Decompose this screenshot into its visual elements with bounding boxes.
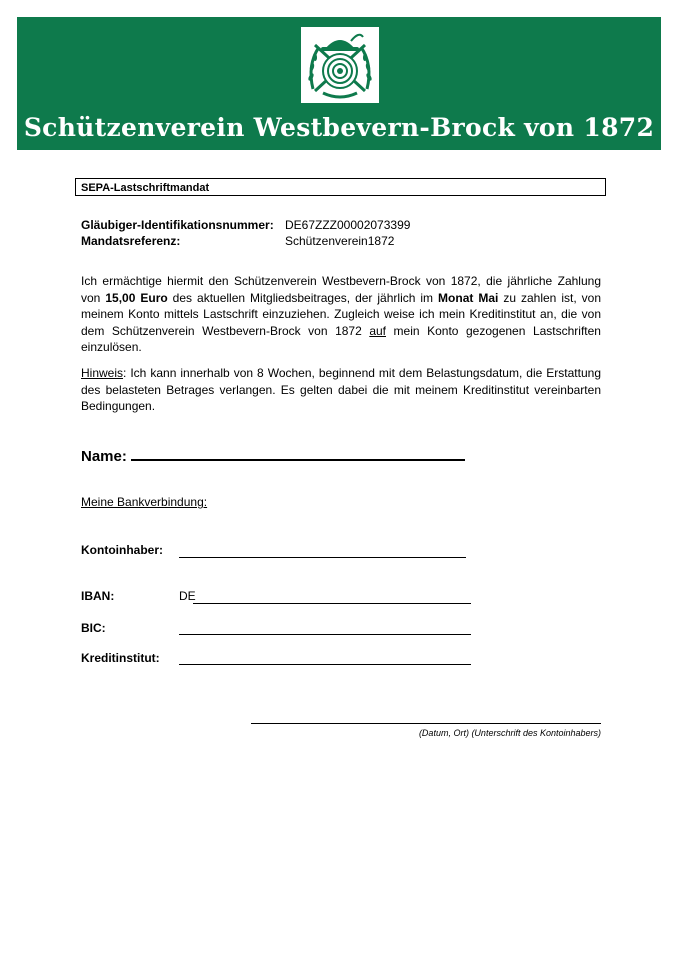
creditor-id-value: DE67ZZZ00002073399	[285, 218, 411, 232]
iban-label: IBAN:	[81, 589, 115, 603]
bic-label: BIC:	[81, 621, 106, 635]
authorization-paragraph	[81, 273, 601, 356]
bank-input-line[interactable]	[179, 664, 471, 665]
authorization-text-4: mein Konto gezogenen Lastschriften einzulösen.	[81, 323, 601, 354]
amount-text: 15,00 Euro	[105, 290, 168, 305]
signature-caption: (Datum, Ort) (Unterschrift des Kontoinhabers)	[418, 728, 601, 738]
iban-prefix: DE	[179, 589, 196, 603]
account-holder-label: Kontoinhaber:	[81, 543, 163, 557]
bic-input-line[interactable]	[179, 634, 471, 635]
mandate-ref-row	[81, 234, 394, 248]
hint-label: Hinweis	[81, 366, 124, 380]
account-holder-input-line[interactable]	[179, 557, 466, 558]
shooting-club-emblem-icon	[301, 27, 379, 103]
name-input-line[interactable]	[131, 445, 465, 461]
authorization-text-1: Ich ermächtige hiermit den Schützenverein Westbevern-Brock von 1872, die jährliche Zahlung von	[81, 274, 601, 305]
signature-line[interactable]	[251, 723, 601, 724]
iban-input-line[interactable]	[193, 603, 471, 604]
header-banner	[17, 17, 661, 150]
creditor-id-label: Gläubiger-Identifikationsnummer:	[81, 218, 274, 232]
auf-text: auf	[369, 323, 386, 338]
authorization-text-3: zu zahlen ist, von meinem Konto mittels Lastschrift einzuziehen. Zugleich weise ich mein Kreditinstitut an, die von dem Schützenverein Westbevern-Brock von 1872	[81, 290, 602, 338]
mandate-ref-label: Mandatsreferenz:	[81, 234, 181, 248]
hint-paragraph	[81, 365, 601, 415]
creditor-id-row	[81, 218, 410, 232]
name-label: Name:	[81, 448, 127, 465]
name-field-row	[81, 445, 465, 465]
club-name-title: Schützenverein Westbevern-Brock von 1872	[23, 113, 655, 142]
hint-text: : Ich kann innerhalb von 8 Wochen, beginnend mit dem Belastungsdatum, die Erstattung des belasteten Betrages verlangen. Es gelten dabei die mit meinem Kreditinstitut vereinbarten Bedingungen.	[81, 366, 601, 413]
bank-details-heading: Meine Bankverbindung:	[81, 495, 208, 509]
month-text: Monat Mai	[438, 290, 499, 305]
form-title-box: SEPA-Lastschriftmandat	[75, 178, 606, 196]
authorization-text-2: des aktuellen Mitgliedsbeitrages, der jährlich im	[167, 290, 439, 305]
mandate-ref-value: Schützenverein1872	[285, 234, 395, 248]
bank-label: Kreditinstitut:	[81, 651, 160, 665]
